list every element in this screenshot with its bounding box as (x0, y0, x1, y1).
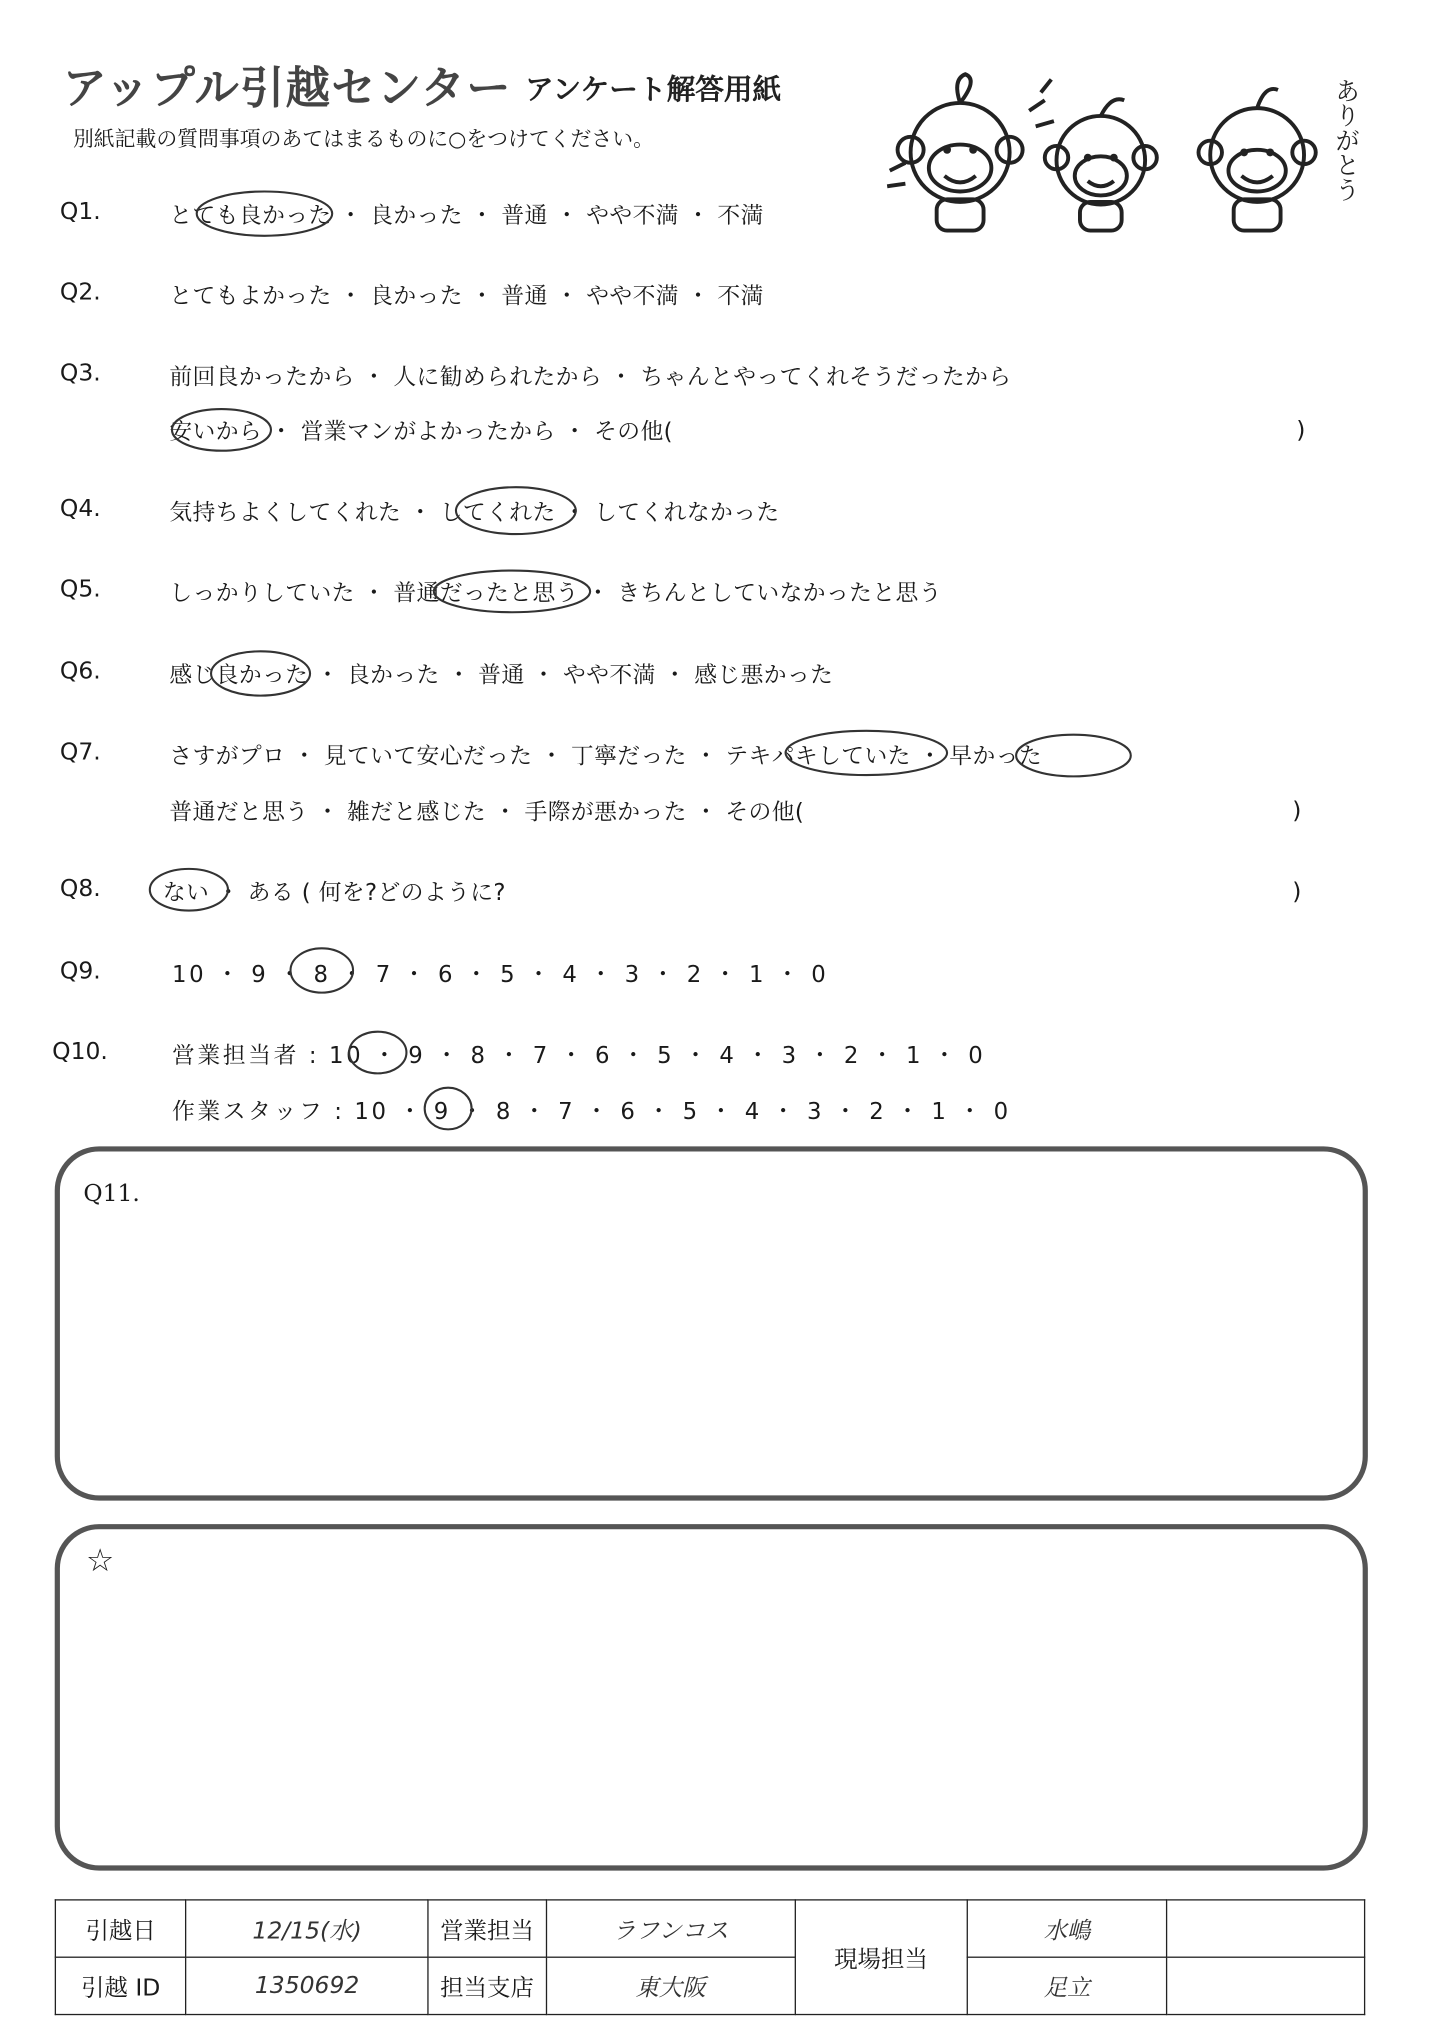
q11-box-label: Q11. (83, 1180, 140, 1208)
q7-options-line1: さすがプロ ・ 見ていて安心だった ・ 丁寧だった ・ テキパキしていた ・ 早かった (169, 743, 1043, 770)
q8-options: ない ・ ある ( 何を?どのように? (162, 880, 506, 907)
sales-rep-value: ラフンコス (546, 1900, 795, 1957)
sales-rep-label: 営業担当 (428, 1900, 546, 1957)
monkey-mascots-illustration (879, 59, 1368, 248)
q2-options: とてもよかった ・ 良かった ・ 普通 ・ やや不満 ・ 不満 (169, 283, 764, 311)
move-id-value: 1350692 (186, 1957, 428, 2014)
site-rep-1: 水嶋 (967, 1900, 1167, 1957)
site-rep-extra-2 (1167, 1957, 1364, 2014)
q6-label: Q6. (59, 657, 101, 686)
instruction-text: 別紙記載の質問事項のあてはまるものに○をつけてください。 (72, 126, 654, 152)
q3-options-line1: 前回良かったから ・ 人に勧められたから ・ ちゃんとやってくれそうだったから (169, 364, 1012, 391)
q1-label: Q1. (59, 198, 101, 226)
form-title: アンケート解答用紙 (524, 74, 782, 107)
branch-value: 東大阪 (546, 1957, 795, 2014)
q10-staff-scale: 作業スタッフ : 10 ・ 9 ・ 8 ・ 7 ・ 6 ・ 5 ・ 4 ・ 3 ・ 2 ・ 1 ・ 0 (171, 1099, 1011, 1126)
q7-options-line2: 普通だと思う ・ 雑だと感じた ・ 手際が悪かった ・ その他( (169, 799, 805, 826)
star-icon: ☆ (85, 1542, 115, 1579)
q9-scale: 10 ・ 9 ・ 8 ・ 7 ・ 6 ・ 5 ・ 4 ・ 3 ・ 2 ・ 1 ・ 0 (171, 962, 829, 989)
comment-box[interactable] (55, 1524, 1368, 1871)
q8-label: Q8. (59, 875, 101, 903)
q4-options: 気持ちよくしてくれた ・ してくれた ・ してくれなかった (169, 500, 780, 527)
site-rep-2: 足立 (967, 1957, 1167, 2014)
q4-label: Q4. (59, 495, 101, 523)
q1-options: とても良かった ・ 良かった ・ 普通 ・ やや不満 ・ 不満 (169, 203, 764, 230)
q8-close-paren: ) (1292, 877, 1302, 906)
q11-answer-box[interactable] (55, 1146, 1368, 1500)
q10-sales-scale: 営業担当者 : 10 ・ 9 ・ 8 ・ 7 ・ 6 ・ 5 ・ 4 ・ 3 ・ 2 ・ 1 ・ 0 (171, 1043, 986, 1070)
q7-close-paren: ) (1292, 797, 1302, 825)
q7-label: Q7. (59, 738, 101, 766)
move-date-label: 引越日 (55, 1900, 186, 1957)
branch-label: 担当支店 (428, 1957, 546, 2014)
mascot-message: ありがとう (1331, 78, 1361, 202)
move-id-label: 引越 ID (55, 1957, 186, 2014)
q5-label: Q5. (59, 575, 101, 604)
q5-options: しっかりしていた ・ 普通だったと思う ・ きちんとしていなかったと思う (169, 580, 942, 608)
q3-options-line2: 安いから ・ 営業マンがよかったから ・ その他( (169, 419, 673, 446)
company-title: アップル引越センター (62, 62, 512, 115)
q10-label: Q10. (52, 1038, 108, 1066)
site-rep-extra-1 (1167, 1900, 1364, 1957)
q3-label: Q3. (59, 359, 101, 387)
site-rep-label: 現場担当 (795, 1900, 967, 2015)
move-date-value: 12/15(水) (186, 1900, 428, 1957)
q3-close-paren: ) (1296, 416, 1306, 445)
q2-label: Q2. (59, 278, 101, 307)
move-info-table (55, 1899, 1366, 2015)
q9-label: Q9. (59, 957, 101, 985)
q6-options: 感じ良かった ・ 良かった ・ 普通 ・ やや不満 ・ 感じ悪かった (169, 663, 834, 690)
